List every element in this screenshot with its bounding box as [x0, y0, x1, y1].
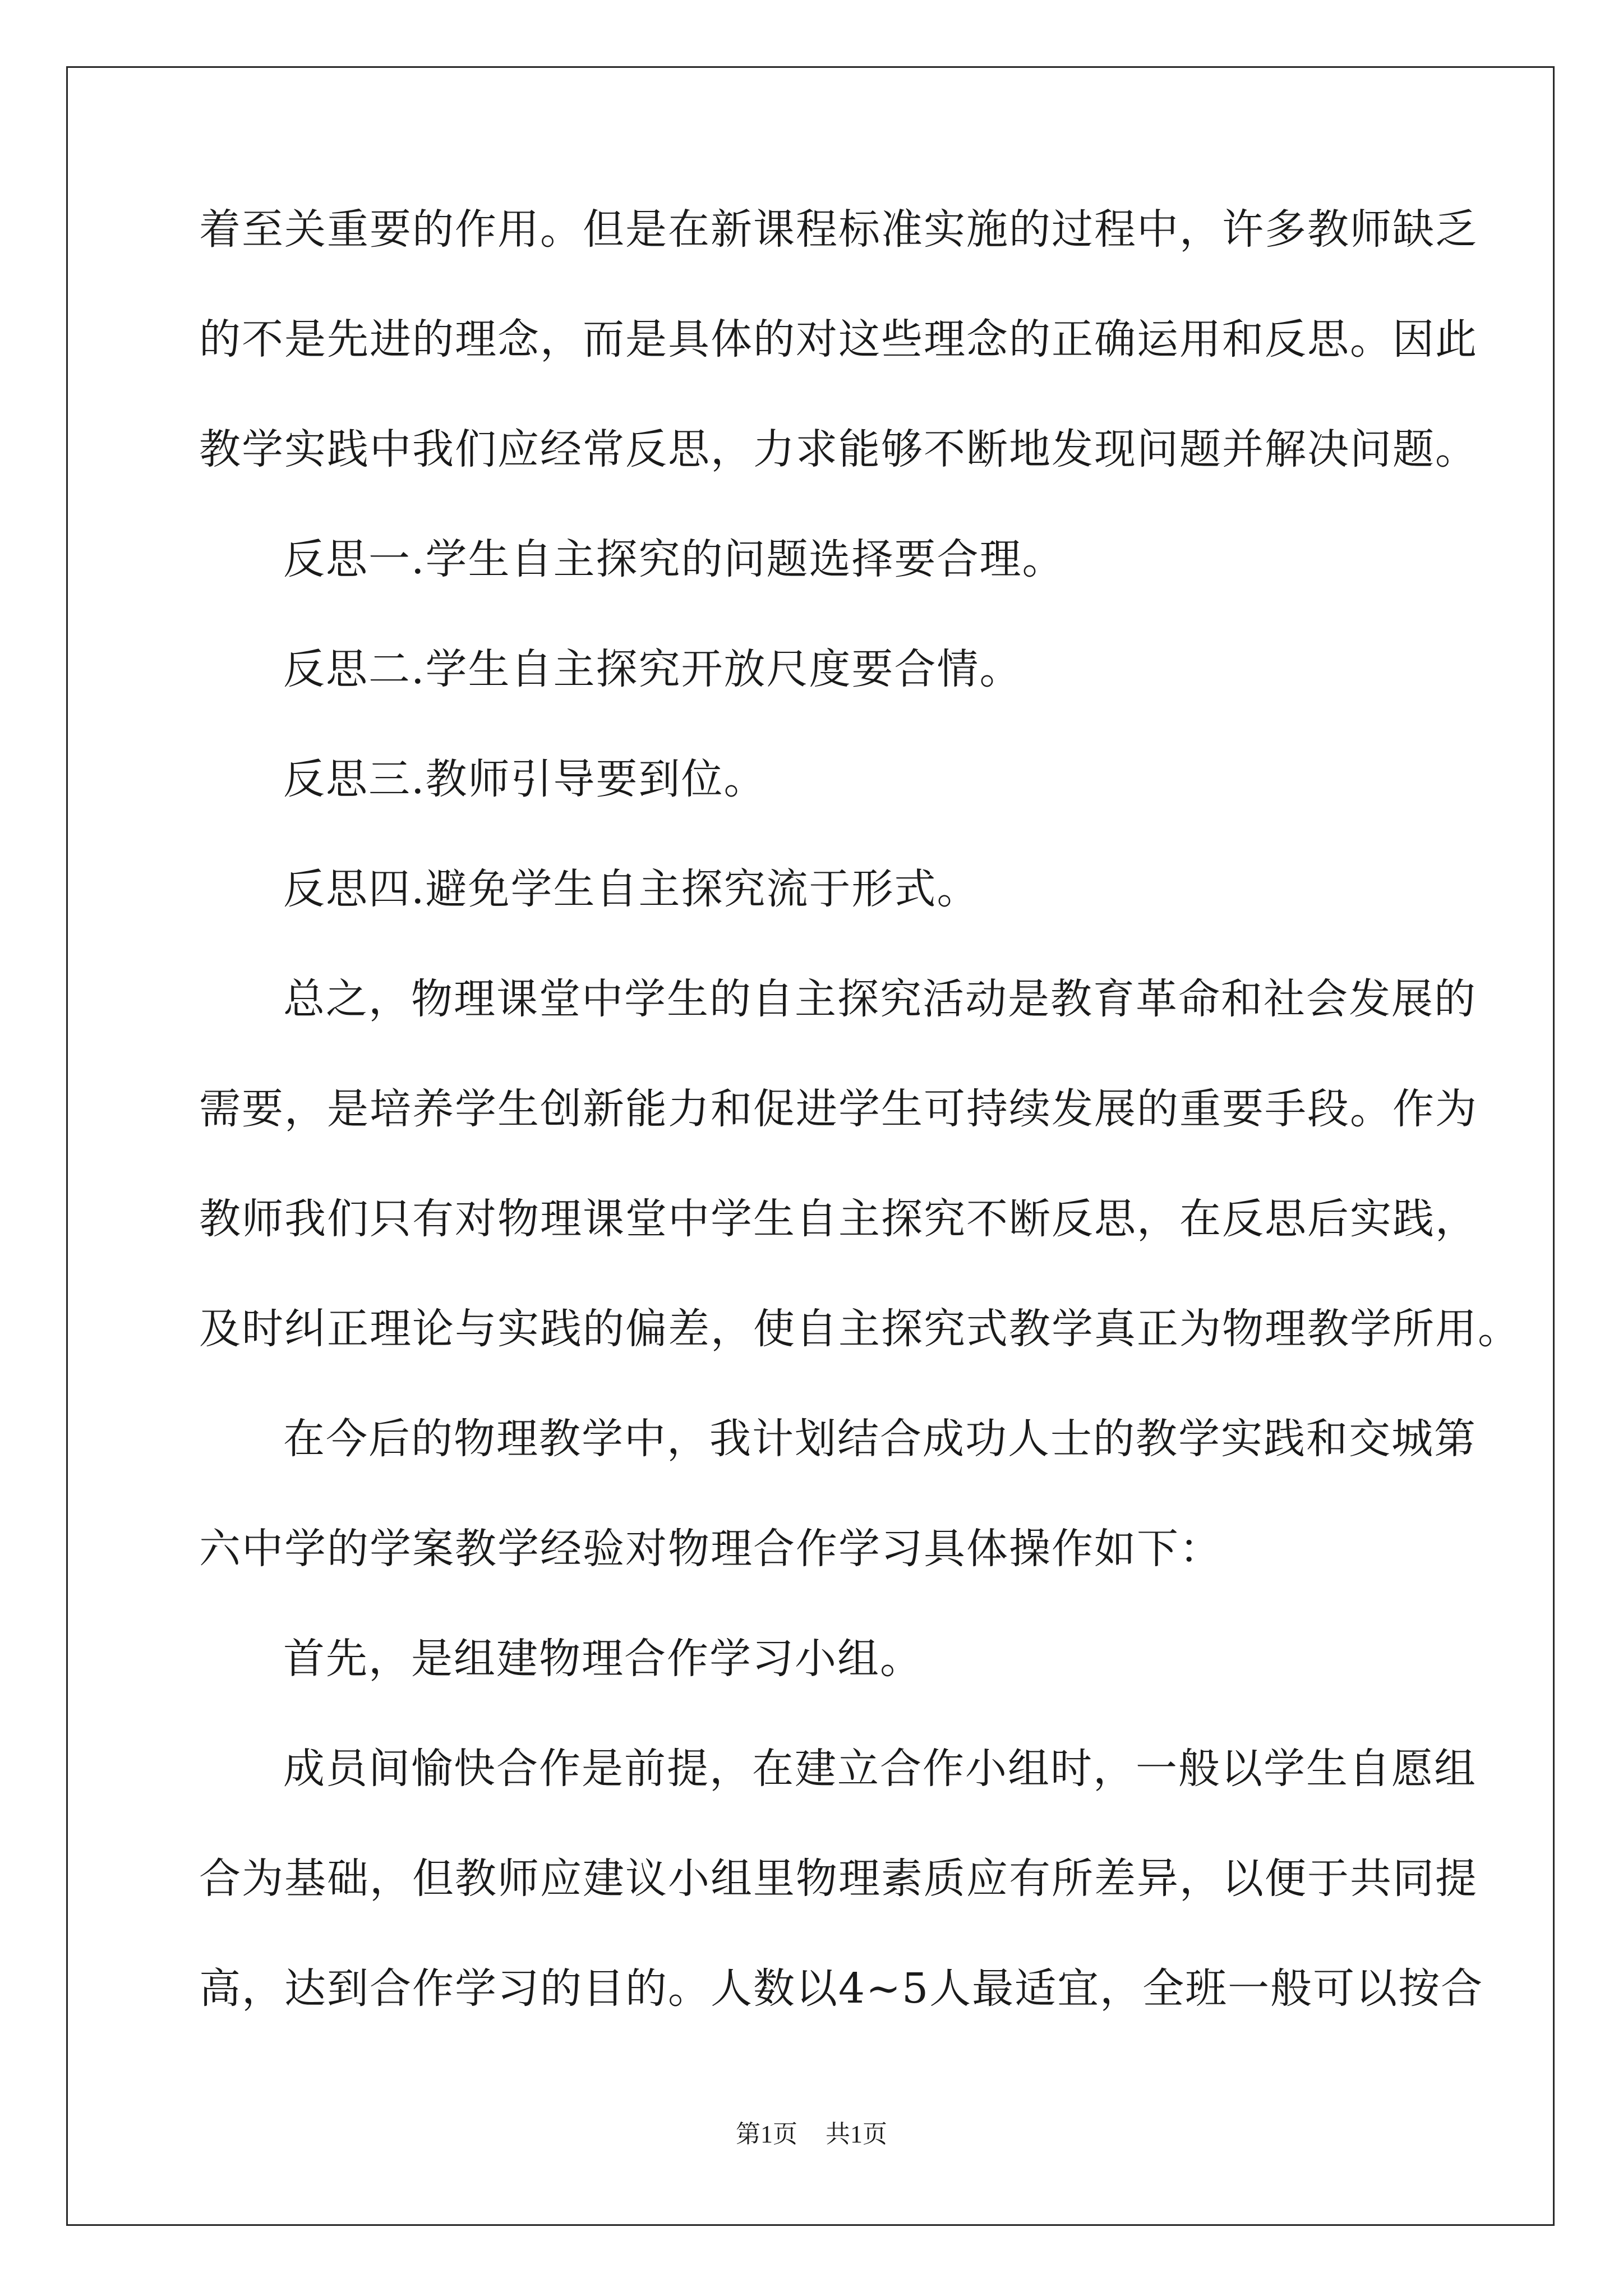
text-line: 教师我们只有对物理课堂中学生自主探究不断反思，在反思后实践，	[199, 1195, 1478, 1243]
text-line: 反思二.学生自主探究开放尺度要合情。	[283, 645, 1022, 693]
text-line: 及时纠正理论与实践的偏差，使自主探究式教学真正为物理教学所用。	[199, 1305, 1520, 1353]
text-line: 合为基础，但教师应建议小组里物理素质应有所差异，以便于共同提	[199, 1855, 1478, 1903]
text-line: 反思三.教师引导要到位。	[283, 755, 767, 803]
page-number: 第1页	[736, 2120, 797, 2148]
page-footer	[0, 2114, 1623, 2150]
text-line: 在今后的物理教学中，我计划结合成功人士的教学实践和交城第	[283, 1415, 1477, 1463]
text-line: 成员间愉快合作是前提，在建立合作小组时，一般以学生自愿组	[283, 1745, 1477, 1793]
text-line: 着至关重要的作用。但是在新课程标准实施的过程中，许多教师缺乏	[199, 205, 1478, 254]
text-line: 反思四.避免学生自主探究流于形式。	[283, 865, 980, 913]
text-line: 的不是先进的理念，而是具体的对这些理念的正确运用和反思。因此	[199, 315, 1478, 364]
text-line: 教学实践中我们应经常反思，力求能够不断地发现问题并解决问题。	[199, 425, 1478, 473]
text-line: 总之，物理课堂中学生的自主探究活动是教育革命和社会发展的	[283, 975, 1477, 1023]
text-line: 需要，是培养学生创新能力和促进学生可持续发展的重要手段。作为	[199, 1085, 1478, 1133]
text-line: 首先，是组建物理合作学习小组。	[283, 1635, 923, 1683]
text-line: 反思一.学生自主探究的问题选择要合理。	[283, 535, 1065, 583]
text-line: 高，达到合作学习的目的。人数以4~5人最适宜，全班一般可以按合	[199, 1964, 1484, 2013]
text-line: 六中学的学案教学经验对物理合作学习具体操作如下：	[199, 1525, 1222, 1573]
page-total: 共1页	[826, 2120, 887, 2148]
